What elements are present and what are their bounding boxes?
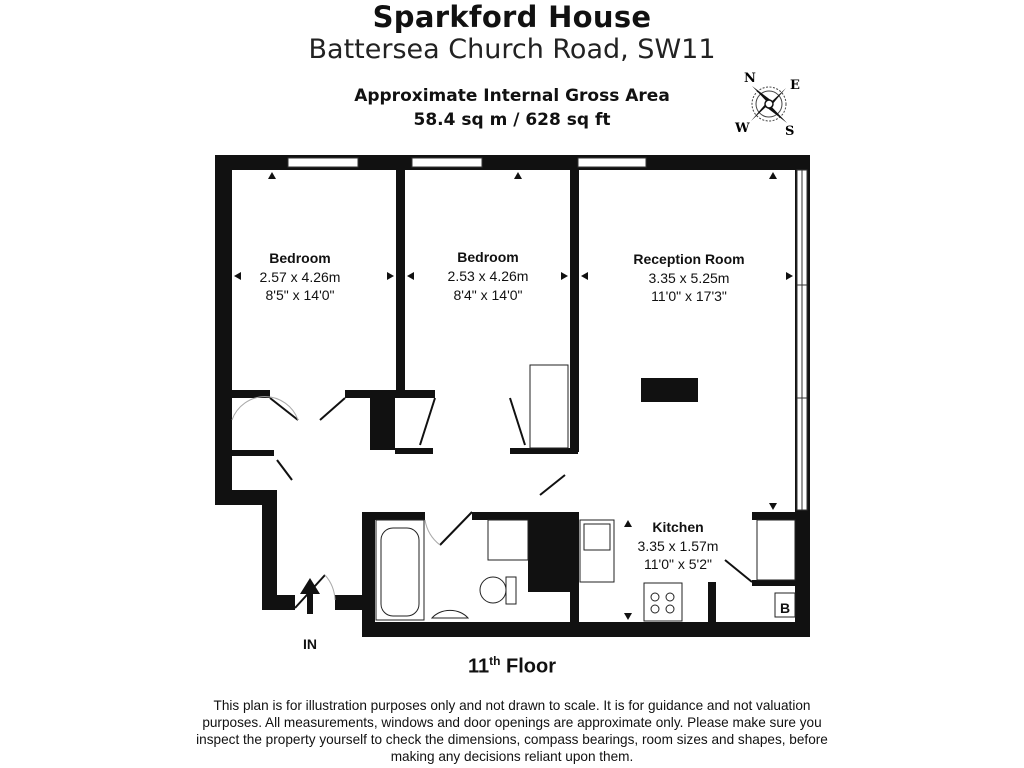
room-name: Bedroom bbox=[269, 250, 331, 266]
disclaimer: This plan is for illustration purposes only and not drawn to scale. It is for guidance and not valuation purposes. All measurements, windows and door openings are approximate only. Please make sure you inspect the property yourself to check the dimensions, compass bearings, room sizes and shapes, before making any decisions reliant upon them. bbox=[196, 698, 828, 764]
basin-icon bbox=[432, 610, 468, 618]
compass-w: W bbox=[735, 121, 750, 136]
room-metric: 3.35 x 5.25m bbox=[648, 270, 730, 286]
bath-icon bbox=[376, 520, 424, 620]
room-imperial: 8'5" x 14'0" bbox=[265, 287, 335, 303]
room-name: Bedroom bbox=[457, 249, 519, 265]
compass-e: E bbox=[790, 78, 800, 93]
doors bbox=[232, 397, 752, 608]
room-imperial: 8'4" x 14'0" bbox=[453, 287, 523, 303]
room-bedroom-1 bbox=[260, 250, 341, 303]
floor-label bbox=[0, 654, 1024, 679]
windows bbox=[288, 158, 807, 510]
room-metric: 2.57 x 4.26m bbox=[259, 269, 341, 285]
toilet-icon bbox=[480, 577, 506, 603]
walls bbox=[215, 155, 810, 637]
boiler-label: B bbox=[779, 600, 791, 616]
floor-number: 11 bbox=[467, 655, 490, 678]
compass-n: N bbox=[744, 71, 756, 86]
hob-icon bbox=[644, 583, 682, 621]
property-address: Battersea Church Road, SW11 bbox=[308, 34, 716, 65]
room-bedroom-2 bbox=[448, 249, 529, 303]
room-metric: 2.53 x 4.26m bbox=[447, 268, 529, 284]
entrance-label: IN bbox=[303, 636, 317, 652]
room-imperial: 11'0" x 5'2" bbox=[644, 556, 712, 572]
area-label: Approximate Internal Gross Area bbox=[354, 86, 670, 106]
area-value: 58.4 sq m / 628 sq ft bbox=[413, 110, 611, 130]
sink-icon bbox=[580, 520, 614, 582]
property-title: Sparkford House bbox=[372, 0, 652, 34]
room-imperial: 11'0" x 17'3" bbox=[651, 288, 727, 304]
room-reception bbox=[633, 251, 744, 304]
room-metric: 3.35 x 1.57m bbox=[637, 538, 719, 554]
compass-icon bbox=[734, 71, 800, 139]
floor-suffix: th bbox=[489, 654, 501, 668]
floor-word: Floor bbox=[506, 655, 557, 678]
room-name: Reception Room bbox=[633, 251, 745, 267]
room-kitchen bbox=[638, 519, 719, 572]
compass-s: S bbox=[785, 124, 795, 139]
fixtures bbox=[376, 365, 795, 621]
room-name: Kitchen bbox=[652, 519, 704, 535]
